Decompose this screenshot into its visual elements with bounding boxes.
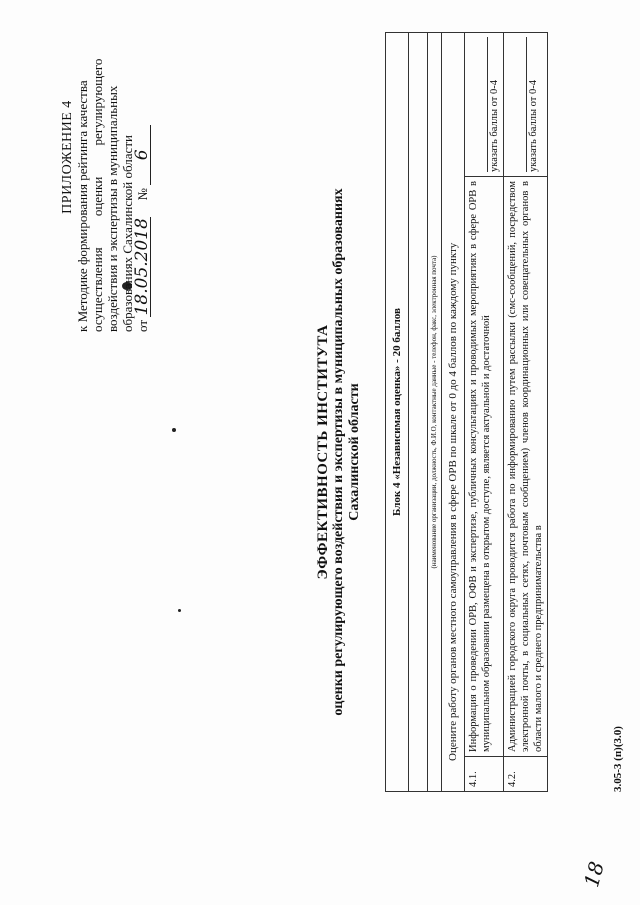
appendix-line: к Методике формирования рейтинга качества: [75, 80, 90, 332]
row-text: Информация о проведении ОРВ, ОФВ и экспертизе, публичных консультациях и проводимых мероприятиях в сфере ОРВ в муниципальном образовании размещена в открытом доступе, является актуальной и достаточной: [465, 177, 504, 757]
appendix-title: ПРИЛОЖЕНИЕ 4: [60, 100, 75, 214]
instruction-text: Оцените работу органов местного самоуправления в сфере ОРВ по шкале от 0 до 4 баллов по каждому пункту: [442, 33, 465, 792]
document-title: [315, 142, 363, 762]
handwritten-date: 18.05.2018: [132, 218, 152, 316]
organization-note: (наименование организации, должность, Ф.И.О, контактные данные - телефон, факс, электронная почта): [428, 33, 442, 792]
score-cell[interactable]: [504, 33, 548, 177]
title-main: ЭФФЕКТИВНОСТЬ ИНСТИТУТА: [315, 324, 331, 580]
block-title: Блок 4 «Независимая оценка» - 20 баллов: [386, 33, 409, 792]
title-line-3: Сахалинской области: [347, 383, 362, 521]
handwritten-number: 6: [135, 125, 151, 185]
appendix-header: [60, 42, 151, 332]
evaluation-table: [385, 32, 548, 792]
appendix-line: образованиях Сахалинской области: [120, 135, 135, 332]
appendix-line: осуществления оценки регулирующего: [90, 58, 105, 332]
appendix-line: воздействия и экспертизы в муниципальных: [105, 85, 120, 332]
score-cell[interactable]: [465, 33, 504, 177]
organization-field[interactable]: [409, 33, 428, 792]
table-row: [504, 33, 548, 792]
table-row: [465, 33, 504, 792]
scan-speck: [178, 609, 181, 612]
date-prefix: от: [135, 319, 150, 332]
number-label: №: [135, 188, 150, 201]
document-code: 3.05-3 (п)(3.0): [612, 726, 624, 792]
handwritten-page-number: 18: [579, 858, 609, 890]
row-number: 4.2.: [504, 757, 548, 792]
score-hint: указать баллы от 0-4: [528, 80, 539, 172]
score-blank-line[interactable]: [473, 37, 488, 172]
row-text: Администрацией городского округа проводится работа по информированию путем рассылки (смс-сообщений, посредством электронной почты, в социальных сетях, почтовым сообщением) членов координационных или совещательных органов в области малого и среднего предпринимательства в: [504, 177, 548, 757]
rotated-page: [0, 2, 640, 902]
appendix-date-line: [132, 42, 152, 332]
title-line-2: оценки регулирующего воздействия и экспертизы в муниципальных образованиях: [331, 188, 346, 716]
scan-speck: [172, 428, 176, 432]
score-hint: указать баллы от 0-4: [489, 80, 500, 172]
row-number: 4.1.: [465, 757, 504, 792]
score-blank-line[interactable]: [512, 37, 527, 172]
